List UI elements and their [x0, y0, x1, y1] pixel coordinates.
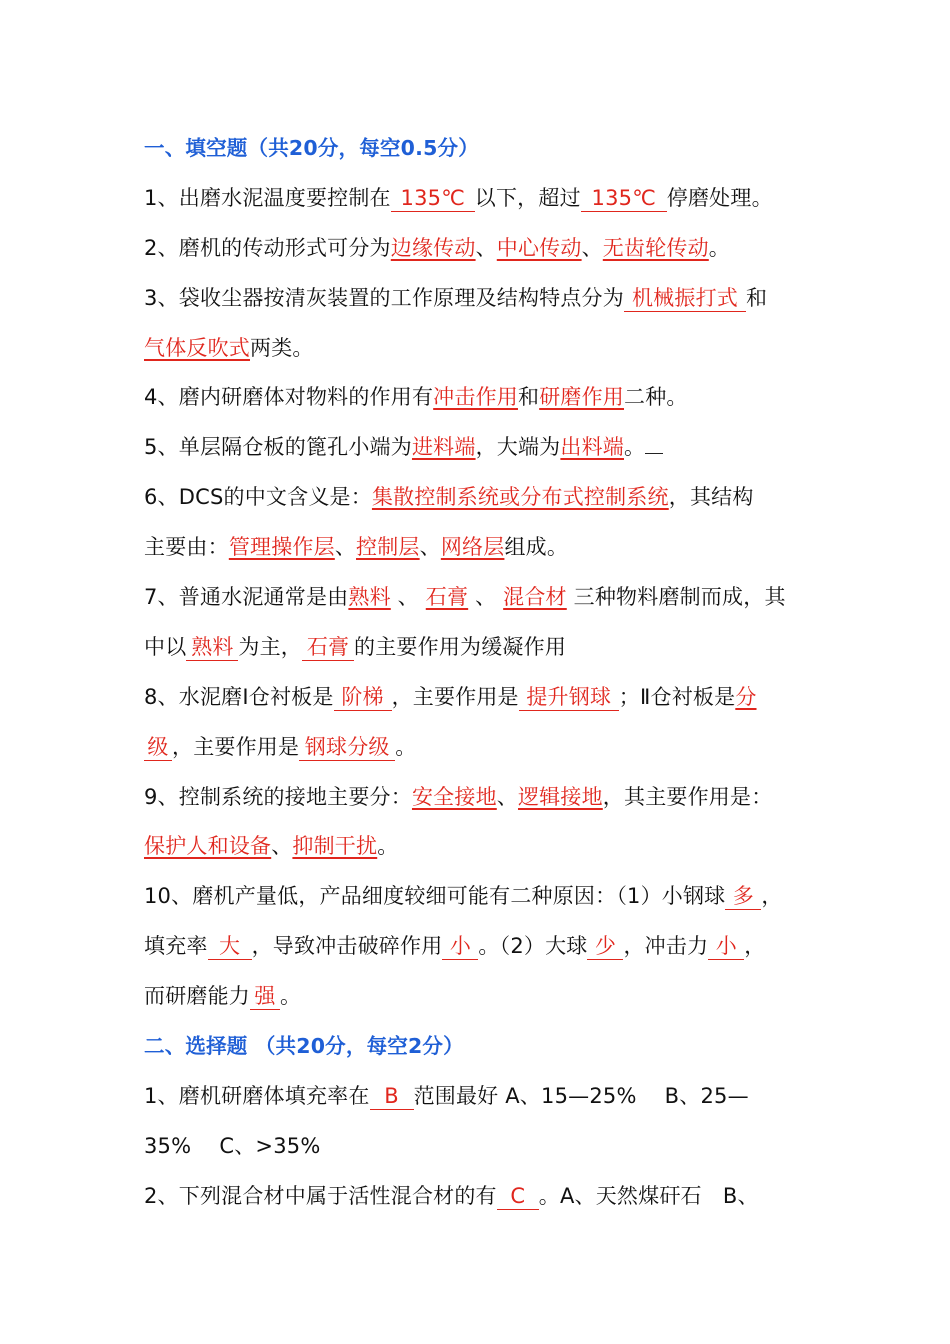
answer-blank: 级	[144, 734, 172, 761]
question-text: 为主，	[238, 634, 303, 659]
question-text: 10、磨机产量低，产品细度较细可能有二种原因：（1）小钢球	[144, 884, 726, 909]
answer-blank: 阶梯	[334, 684, 392, 711]
question-2	[144, 224, 824, 274]
question-text: ，主要作用是	[172, 734, 300, 759]
question-text: ，冲击力	[623, 934, 709, 959]
question-3	[144, 274, 824, 324]
question-text: 两类。	[250, 335, 314, 360]
question-6	[144, 473, 824, 523]
question-text: ，导致冲击破碎作用	[251, 934, 443, 959]
question-text: 和	[517, 385, 540, 410]
answer-blank: 135℃	[391, 185, 475, 212]
answer-text: 抑制干扰	[292, 834, 378, 859]
answer-blank: 小	[708, 933, 744, 960]
separator: 、	[334, 535, 357, 560]
answer-blank: 多	[725, 883, 761, 910]
answer-blank: 小	[442, 933, 478, 960]
question-text: 。	[280, 984, 302, 1009]
question-text: 。	[624, 435, 646, 460]
question-text: 8、水泥磨Ⅰ仓衬板是	[144, 684, 334, 709]
question-text: 35% C、>35%	[144, 1133, 321, 1158]
answer-blank: 钢球分级	[299, 734, 395, 761]
answer-blank: 少	[587, 933, 623, 960]
separator: 、	[397, 585, 419, 610]
question-text: 4、磨内研磨体对物料的作用有	[144, 385, 434, 410]
question-text: 。	[395, 734, 417, 759]
answer-text: 熟料	[348, 585, 391, 610]
document-content	[144, 124, 824, 1222]
question-5	[144, 423, 824, 473]
question-8-continued	[144, 723, 824, 773]
question-text: 二种。	[624, 385, 688, 410]
question-7	[144, 573, 824, 623]
separator: 、	[581, 235, 603, 260]
question-1	[144, 174, 824, 224]
question-text: ，其结构	[668, 485, 754, 510]
section-heading-multiple-choice: 二、选择题 （共20分，每空2分）	[144, 1034, 464, 1059]
question-10-continued	[144, 922, 824, 972]
question-text: 而研磨能力	[144, 984, 250, 1009]
question-text: ，大端为	[475, 435, 561, 460]
question-text: 7、普通水泥通常是由	[144, 585, 349, 610]
question-text: 3、袋收尘器按清灰装置的工作原理及结构特点分为	[144, 285, 624, 310]
question-8	[144, 673, 824, 723]
question-text: 主要由：	[144, 535, 229, 560]
answer-blank: 熟料	[186, 634, 238, 661]
question-text: 和	[745, 285, 768, 310]
answer-text: 出料端	[560, 435, 624, 460]
question-text: ，	[761, 884, 783, 909]
answer-text: 网络层	[440, 535, 505, 560]
answer-blank: 石膏	[302, 634, 354, 661]
question-text: 2、下列混合材中属于活性混合材的有	[144, 1183, 497, 1208]
choice-question-1-continued	[144, 1122, 824, 1172]
question-text: 停磨处理。	[666, 185, 773, 210]
separator: 、	[475, 585, 497, 610]
answer-text: 集散控制系统或分布式控制系统	[371, 485, 669, 510]
trailing-underline	[645, 453, 663, 454]
answer-blank: C	[497, 1183, 539, 1210]
question-text: 以下，超过	[474, 185, 581, 210]
question-9-continued	[144, 822, 824, 872]
question-3-continued	[144, 324, 824, 374]
answer-blank: 大	[208, 933, 252, 960]
section-heading-fill-blank: 一、填空题（共20分，每空0.5分）	[144, 136, 479, 160]
question-9	[144, 773, 824, 823]
answer-text: 保护人和设备	[144, 834, 272, 859]
question-text: 2、磨机的传动形式可分为	[144, 235, 391, 260]
answer-text: 逻辑接地	[517, 784, 603, 809]
answer-text: 石膏	[425, 585, 469, 610]
question-text: ；Ⅱ仓衬板是	[618, 684, 736, 709]
answer-blank: 机械振打式	[624, 285, 746, 312]
question-10-continued-2	[144, 972, 824, 1022]
answer-text: 气体反吹式	[144, 335, 250, 360]
question-text: 1、出磨水泥温度要控制在	[144, 185, 391, 210]
answer-blank: 强	[250, 983, 280, 1010]
answer-text: 无齿轮传动	[602, 235, 709, 260]
question-text: 的主要作用为缓凝作用	[354, 634, 567, 659]
question-text: ，其主要作用是：	[602, 784, 773, 809]
answer-blank: B	[370, 1083, 414, 1110]
question-text: 1、磨机研磨体填充率在	[144, 1083, 370, 1108]
question-text: 组成。	[504, 535, 569, 560]
question-text: 范围最好 A、15—25% B、25—	[413, 1083, 749, 1108]
answer-text: 冲击作用	[433, 385, 518, 410]
choice-question-2	[144, 1172, 824, 1222]
answer-text: 安全接地	[411, 784, 497, 809]
answer-text: 控制层	[356, 535, 420, 560]
answer-text: 管理操作层	[228, 535, 335, 560]
question-text: ，	[744, 934, 766, 959]
question-7-continued	[144, 623, 824, 673]
separator: 、	[496, 784, 518, 809]
answer-blank: 提升钢球	[519, 684, 619, 711]
answer-text: 分	[735, 684, 757, 709]
question-6-continued	[144, 523, 824, 573]
question-10	[144, 872, 824, 922]
question-text: 。A、天然煤矸石 B、	[538, 1183, 759, 1208]
separator: 、	[419, 535, 441, 560]
answer-text: 研磨作用	[539, 385, 624, 410]
question-text: 三种物料磨制而成，其	[573, 585, 786, 610]
question-4	[144, 373, 824, 423]
question-text: 。	[708, 235, 730, 260]
separator: 、	[271, 834, 293, 859]
answer-text: 中心传动	[496, 235, 582, 260]
separator: 、	[475, 235, 497, 260]
answer-text: 混合材	[503, 585, 567, 610]
answer-text: 边缘传动	[390, 235, 476, 260]
question-text: 。	[377, 834, 399, 859]
question-text: 6、DCS的中文含义是：	[144, 485, 372, 510]
question-text: 填充率	[144, 934, 208, 959]
choice-question-1	[144, 1072, 824, 1122]
question-text: 9、控制系统的接地主要分：	[144, 784, 412, 809]
question-text: 5、单层隔仓板的篦孔小端为	[144, 435, 412, 460]
question-text: ，主要作用是	[391, 684, 519, 709]
answer-blank: 135℃	[581, 185, 667, 212]
question-text: 。（2）大球	[478, 934, 588, 959]
question-text: 中以	[144, 634, 187, 659]
answer-text: 进料端	[411, 435, 476, 460]
